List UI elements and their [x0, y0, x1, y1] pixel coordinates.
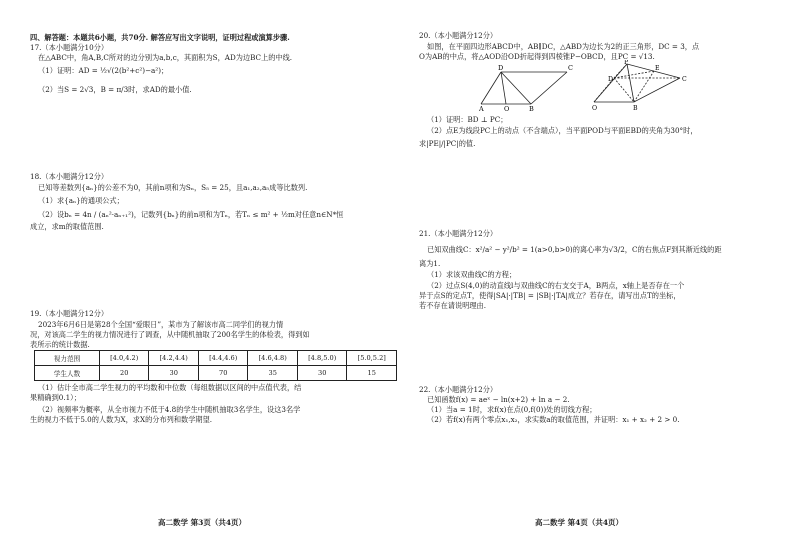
q19-part1-cont: 果精确到0.1）； [30, 393, 81, 402]
q17-part2: （2）当S = 2√3，B = π/3时，求AD的最小值. [38, 85, 192, 94]
table-cell: [4.0,4.2) [99, 351, 149, 366]
figure-label: C [568, 64, 573, 72]
figure-label: B [633, 105, 638, 112]
q21-line2: 离为1. [419, 259, 441, 268]
table-cell: 30 [149, 366, 199, 381]
q19-line2: 况，对该高二学生的视力情况进行了调查，从中随机抽取了200名学生的体检表，得到如 [30, 330, 310, 339]
q22-heading: 22.（本小题满分12分） [419, 385, 498, 394]
q20-part2: （2）点E为线段PC上的动点（不含端点），当平面POD与平面EBD的夹角为30°时， [427, 126, 698, 135]
q17-part1: （1）证明：AD = ½√(2(b²+c²)−a²)； [38, 66, 169, 75]
right-page [397, 0, 794, 551]
q22-part2: （2）若f(x)有两个零点x₁,x₂，求实数a的取值范围，并证明：x₁ + x₂ + 2 > 0. [427, 415, 680, 424]
q18-heading: 18.（本小题满分12分） [30, 172, 109, 181]
section-title: 四、解答题：本题共6小题，共70分. 解答应写出文字说明，证明过程或演算步骤. [30, 33, 290, 42]
q21-part1: （1）求该双曲线C的方程； [427, 270, 517, 279]
table-cell: 70 [198, 366, 248, 381]
q19-part2-cont: 生的视力不低于5.0的人数为X，求X的分布列和数学期望. [30, 415, 213, 424]
figure-label: D [608, 76, 613, 83]
table-cell: [4.4,4.6) [198, 351, 248, 366]
figure-label: B [529, 105, 534, 112]
figure-label: O [592, 105, 598, 112]
q20-part1: （1）证明：BD ⊥ PC； [427, 115, 508, 124]
figure-label: A [479, 105, 484, 112]
table-cell: 35 [248, 366, 298, 381]
q21-line1: 已知双曲线C：x²/a² − y²/b² = 1(a>0,b>0)的离心率为√3/2，C的右焦点F到其渐近线的距 [427, 245, 722, 254]
table-row [35, 366, 397, 381]
q19-part2: （2）视频率为概率，从全市视力不低于4.8的学生中随机抽取3名学生，设这3名学 [38, 405, 301, 414]
q20-heading: 20.（本小题满分12分） [419, 31, 498, 40]
q22-line1: 已知函数f(x) = aeˣ − ln(x+2) + ln a − 2. [427, 395, 570, 404]
q20-part2-cont: 求|PE|/|PC|的值. [419, 139, 476, 148]
q20-line2: O为AB的中点，将△AOD沿OD折起得到四棱锥P−OBCD，且PC = √13. [419, 52, 655, 61]
table-row [35, 351, 397, 366]
q21-heading: 21.（本小题满分12分） [419, 229, 498, 238]
q22-part1: （1）当a = 1时，求f(x)在点(0,f(0))处的切线方程； [427, 405, 597, 414]
q19-part1: （1）估计全市高二学生视力的平均数和中位数（每组数据以区间的中点值代表，结 [38, 383, 302, 392]
q17-heading: 17.（本小题满分10分） [30, 43, 109, 52]
q21-part2: （2）过点S(4,0)的动直线l与双曲线C的右支交于A，B两点，x轴上是否存在一个 [427, 281, 685, 290]
q20-line1: 如图，在平面四边形ABCD中，AB∥DC，△ABD为边长为2的正三角形，DC = 3，点 [427, 42, 700, 51]
q19-line3: 表所示的统计数据. [30, 340, 90, 349]
figure-label: C [682, 76, 687, 83]
left-footer: 高二数学 第3页（共4页） [158, 518, 247, 527]
q18-part2: （2）设bₙ = 4n / (aₙ²·aₙ₊₁²)，记数列{bₙ}的前n项和为Tₙ，若Tₙ ≤ m² + ½m对任意n∈N*恒 [38, 210, 344, 219]
figure-label: O [504, 105, 510, 112]
pyramid-figure [592, 60, 692, 112]
q18-line1: 已知等差数列{aₙ}的公差不为0，其前n项和为Sₙ，S₅ = 25，且a₁,a₂,a₅成等比数列. [38, 183, 308, 192]
q19-heading: 19.（本小题满分12分） [30, 309, 109, 318]
q17-stem: 在△ABC中，角A,B,C所对的边分别为a,b,c，其面积为S，AD为边BC上的中线. [38, 53, 293, 62]
table-cell: 20 [99, 366, 149, 381]
q19-line1: 2023年6月6日是第28个全国“爱眼日”，某市为了解该市高二同学们的视力情 [38, 320, 284, 329]
figure-label: E [655, 65, 660, 72]
q18-part1: （1）求{aₙ}的通项公式； [38, 196, 124, 205]
table-cell: [4.8,5.0) [297, 351, 347, 366]
figure-label: P [624, 60, 629, 66]
table-cell: [4.6,4.8) [248, 351, 298, 366]
quadrilateral-figure [479, 62, 589, 112]
table-header-cell: 视力范围 [35, 351, 100, 366]
right-footer: 高二数学 第4页（共4页） [535, 518, 624, 527]
q21-part2-cont2: 若不存在请说明理由. [419, 301, 486, 310]
q21-part2-cont1: 异于点S的定点T，使得|SA|·|TB| = |SB|·|TA|成立？若存在，请写出点T的坐标， [419, 291, 681, 300]
table-cell: 15 [347, 366, 397, 381]
table-header-cell: 学生人数 [35, 366, 100, 381]
q18-part2-cont: 成立，求m的取值范围. [30, 222, 104, 231]
table-cell: [5.0,5.2] [347, 351, 397, 366]
table-cell: [4.2,4.4) [149, 351, 199, 366]
table-cell: 30 [297, 366, 347, 381]
vision-stats-table [34, 350, 397, 381]
figure-label: D [498, 64, 504, 72]
